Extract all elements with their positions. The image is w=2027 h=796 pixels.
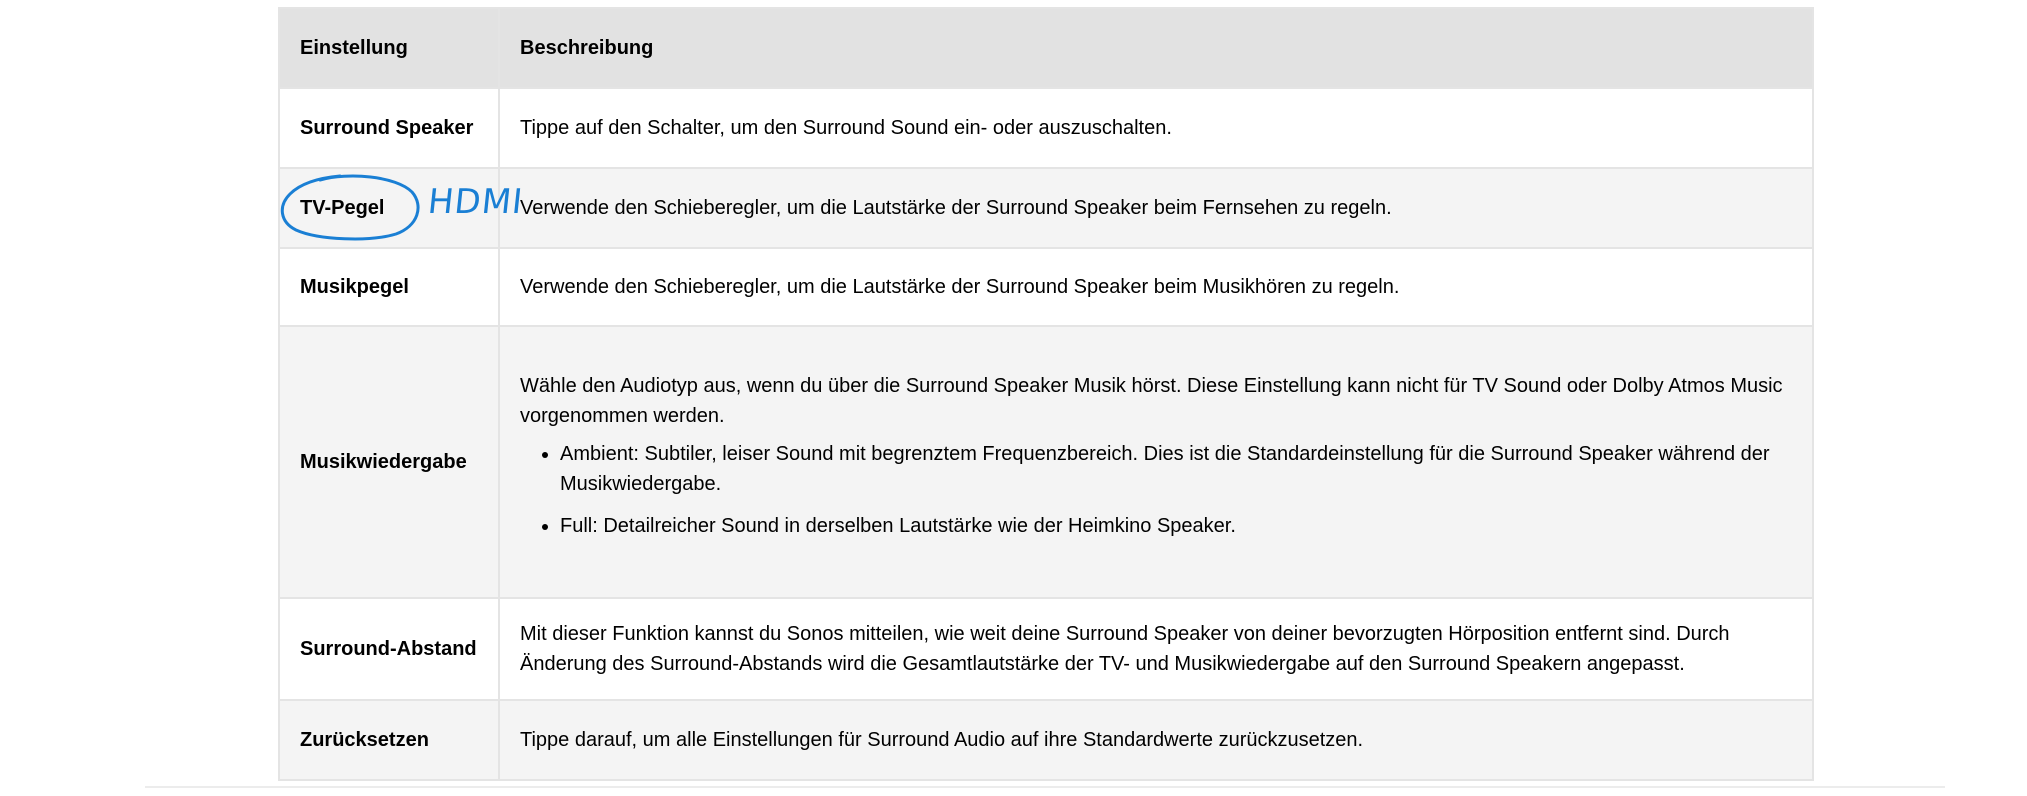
divider xyxy=(145,786,1945,788)
setting-name: Surround-Abstand xyxy=(279,598,499,700)
table-row xyxy=(279,598,1813,700)
setting-description-cell xyxy=(499,326,1813,598)
table-row xyxy=(279,326,1813,598)
surround-settings-table xyxy=(278,7,1814,781)
header-description: Beschreibung xyxy=(499,8,1813,88)
setting-description: Tippe darauf, um alle Einstellungen für Surround Audio auf ihre Standardwerte zurückzusetzen. xyxy=(499,700,1813,780)
handwritten-annotation-text: HDMI xyxy=(425,182,526,222)
table-row xyxy=(279,700,1813,780)
setting-description: Tippe auf den Schalter, um den Surround Sound ein- oder auszuschalten. xyxy=(499,88,1813,168)
setting-description: Verwende den Schieberegler, um die Lautstärke der Surround Speaker beim Musikhören zu regeln. xyxy=(499,248,1813,326)
option-item: • Ambient: Subtiler, leiser Sound mit begrenztem Frequenzbereich. Dies ist die Standardeinstellung für die Surround Speaker während der Musikwiedergabe. xyxy=(560,439,1792,499)
table-header-row xyxy=(279,8,1813,88)
setting-description: Wähle den Audiotyp aus, wenn du über die Surround Speaker Musik hörst. Diese Einstellung kann nicht für TV Sound oder Dolby Atmos Music vorgenommen werden. xyxy=(520,375,1783,427)
setting-name: Musikwiedergabe xyxy=(279,326,499,598)
setting-name: Zurücksetzen xyxy=(279,700,499,780)
setting-description: Verwende den Schieberegler, um die Lautstärke der Surround Speaker beim Fernsehen zu regeln. xyxy=(499,168,1813,248)
option-item: • Full: Detailreicher Sound in derselben Lautstärke wie der Heimkino Speaker. xyxy=(560,511,1792,541)
setting-name: Surround Speaker xyxy=(279,88,499,168)
table-row xyxy=(279,88,1813,168)
table-row xyxy=(279,248,1813,326)
header-setting: Einstellung xyxy=(279,8,499,88)
setting-description: Mit dieser Funktion kannst du Sonos mitteilen, wie weit deine Surround Speaker von deiner bevorzugten Hörposition entfernt sind. Durch Änderung des Surround-Abstands wird die Gesamtlautstärke der TV- und Musikwiedergabe auf den Surround Speakern angepasst. xyxy=(499,598,1813,700)
settings-table-container xyxy=(278,7,1812,781)
setting-name: Musikpegel xyxy=(279,248,499,326)
setting-name: TV-Pegel xyxy=(300,197,385,219)
option-list xyxy=(520,439,1792,541)
